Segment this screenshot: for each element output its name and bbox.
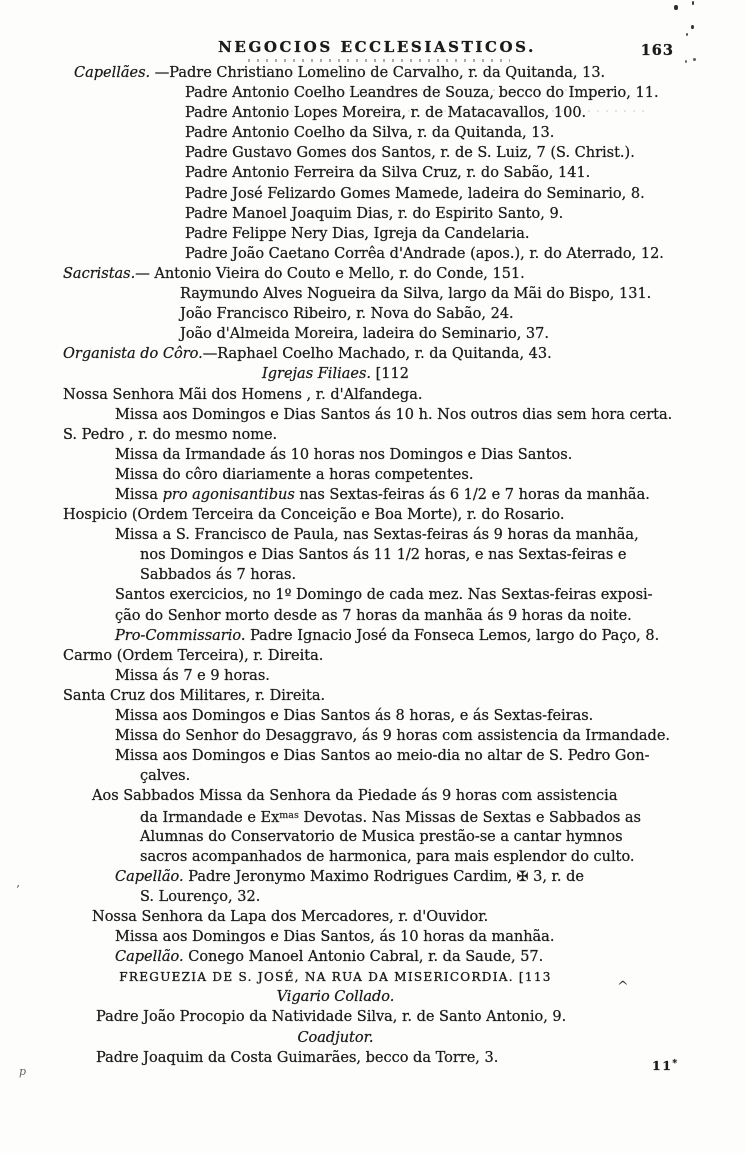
capellaes-entry (60, 103, 706, 123)
text-segment: Organista do Côro. (63, 346, 203, 363)
page-title: NEGOCIOS ECCLESIASTICOS. (218, 38, 536, 56)
service-note (60, 706, 706, 726)
church-entry (60, 907, 706, 927)
text-segment: Carmo (Ordem Terceira), r. Direita. (63, 647, 324, 664)
coadjutor-entry (60, 1048, 706, 1068)
running-header (60, 38, 706, 60)
capellaes-entry (60, 123, 706, 143)
text-segment: — Antonio Vieira do Couto e Mello, r. do Conde, 151. (135, 265, 525, 282)
text-segment: Padre Joaquim da Costa Guimarães, becco da Torre, 3. (96, 1049, 499, 1066)
text-segment: Capellão. (115, 868, 184, 885)
text-segment: Missa aos Domingos e Dias Santos, ás 10 horas da manhãa. (115, 929, 555, 946)
text-segment: Raymundo Alves Nogueira da Silva, largo da Mãi do Bispo, 131. (180, 286, 652, 303)
text-segment: Missa da Irmandade ás 10 horas nos Domingos e Dias Santos. (115, 446, 573, 463)
church-entry (60, 385, 706, 405)
text-segment: Padre Manoel Joaquim Dias, r. do Espirito Santo, 9. (185, 205, 564, 222)
text-segment: —Raphael Coelho Machado, r. da Quitanda, 43. (202, 346, 552, 363)
text-segment: Padre Antonio Coelho da Silva, r. da Quitanda, 13. (185, 125, 555, 142)
text-segment: Conego Manoel Antonio Cabral, r. da Saude, 57. (183, 949, 544, 966)
service-note (60, 445, 706, 465)
service-note (60, 806, 706, 826)
text-segment: Padre Antonio Coelho Leandres de Souza, becco do Imperio, 11. (185, 85, 659, 102)
text-segment: da Irmandade e Ex (140, 810, 280, 827)
text-segment: Padre Ignacio José da Fonseca Lemos, largo do Paço, 8. (245, 627, 660, 644)
text-segment: Missa ás 7 e 9 horas. (115, 667, 270, 684)
text-segment: Padre Jeronymo Maximo Rodrigues Cardim, (183, 868, 517, 885)
text-segment: Missa do Senhor do Desaggravo, ás 9 horas com assistencia da Irmandade. (115, 728, 671, 745)
service-note (60, 726, 706, 746)
text-segment: nas Sextas-feiras ás 6 1/2 e 7 horas da manhãa. (294, 486, 650, 503)
service-note (60, 766, 706, 786)
text-segment: sacros acompanhados de harmonica, para mais esplendor do culto. (140, 848, 635, 865)
capellaes-entry (60, 224, 706, 244)
scan-speck: p (19, 1065, 27, 1078)
text-segment: Nossa Senhora da Lapa dos Mercadores, r. d'Ouvidor. (92, 908, 489, 925)
role-heading-coadjutor (60, 1028, 706, 1048)
scan-speck: ^ (617, 979, 629, 995)
scan-speck (686, 33, 688, 36)
text-segment: Coadjutor. (297, 1029, 374, 1046)
church-entry (60, 646, 706, 666)
capellao-entry (60, 947, 706, 967)
vigario-entry (60, 1007, 706, 1027)
text-segment: pro agonisantibus (162, 486, 295, 503)
service-note (60, 847, 706, 867)
text-segment: Missa aos Domingos e Dias Santos ás 10 h. Nos outros dias sem hora certa. (115, 406, 673, 423)
service-note (60, 585, 706, 605)
service-note (60, 465, 706, 485)
section-heading-igrejas-filiaes (60, 364, 706, 384)
service-note (60, 666, 706, 686)
text-segment: Nossa Senhora Mãi dos Homens , r. d'Alfandega. (63, 386, 423, 403)
service-note (60, 485, 706, 505)
sacristas-entry (60, 264, 706, 284)
capellaes-entry (60, 83, 706, 103)
scan-speck: ’ (16, 883, 20, 897)
signature-star: * (672, 1059, 679, 1069)
sacristas-entry (60, 304, 706, 324)
text-segment: S. Pedro , r. do mesmo nome. (63, 426, 278, 443)
church-entry (60, 505, 706, 525)
signature-mark (652, 1058, 679, 1073)
service-note (60, 525, 706, 545)
text-segment: Padre Antonio Ferreira da Silva Cruz, r. do Sabão, 141. (185, 165, 591, 182)
service-note (60, 606, 706, 626)
text-segment: Sabbados ás 7 horas. (140, 567, 297, 584)
text-segment: Missa do côro diariamente a horas competentes. (115, 466, 474, 483)
capellaes-entry (60, 163, 706, 183)
capellaes-entry (60, 143, 706, 163)
text-segment: çalves. (140, 768, 191, 785)
text-segment: Missa a S. Francisco de Paula, nas Sextas-feiras ás 9 horas da manhãa, (115, 527, 639, 544)
service-note (60, 827, 706, 847)
service-note (60, 786, 706, 806)
text-segment: Missa aos Domingos e Dias Santos ao meio-dia no altar de S. Pedro Gon- (115, 748, 650, 765)
text-segment: Padre João Caetano Corrêa d'Andrade (apos.), r. do Aterrado, 12. (185, 245, 664, 262)
service-note (60, 565, 706, 585)
text-segment: Padre Felippe Nery Dias, Igreja da Candelaria. (185, 225, 530, 242)
service-note (60, 927, 706, 947)
text-segment: Padre João Procopio da Natividade Silva, r. de Santo Antonio, 9. (96, 1009, 567, 1026)
text-segment: 3, r. de (528, 868, 584, 885)
scan-speck (692, 1, 694, 5)
sacristas-entry (60, 284, 706, 304)
text-segment: João d'Almeida Moreira, ladeira do Seminario, 37. (180, 326, 549, 343)
text-segment: Pro-Commissario. (115, 627, 246, 644)
capellaes-entry (60, 244, 706, 264)
church-entry (60, 425, 706, 445)
text-segment: ✠ (516, 868, 529, 885)
capellao-entry (60, 867, 706, 887)
capellaes-entry (60, 63, 706, 83)
sacristas-entry (60, 324, 706, 344)
text-segment: Santa Cruz dos Militares, r. Direita. (63, 687, 326, 704)
text-segment: Capellão. (115, 949, 184, 966)
signature-number: 11 (652, 1058, 673, 1073)
text-segment: Missa (115, 486, 163, 503)
text-segment: mas (279, 810, 299, 822)
role-heading-vigario-collado (60, 987, 706, 1007)
text-segment: ção do Senhor morto desde as 7 horas da manhãa ás 9 horas da noite. (115, 607, 632, 624)
text-segment: [112 (371, 366, 409, 383)
service-note (60, 405, 706, 425)
text-segment: S. Lourenço, 32. (140, 888, 261, 905)
text-segment: Aos Sabbados Missa da Senhora da Piedade ás 9 horas com assistencia (92, 788, 618, 805)
text-segment: —Padre Christiano Lomelino de Carvalho, r. da Quitanda, 13. (150, 65, 606, 81)
service-note (60, 545, 706, 565)
text-segment: Alumnas do Conservatorio de Musica prestão-se a cantar hymnos (140, 828, 623, 845)
text-segment: João Francisco Ribeiro, r. Nova do Sabão, 24. (180, 306, 514, 323)
text-segment: Hospicio (Ordem Terceira da Conceição e Boa Morte), r. do Rosario. (63, 507, 565, 524)
page-number: 163 (640, 42, 674, 59)
text-segment: nos Domingos e Dias Santos ás 11 1/2 horas, e nas Sextas-feiras e (140, 547, 627, 564)
text-segment: Vigario Collado. (276, 989, 395, 1006)
service-note (60, 746, 706, 766)
section-heading-freguezia-s-jose (60, 967, 706, 987)
capellao-entry (60, 887, 706, 907)
text-segment: Santos exercicios, no 1º Domingo de cada mez. Nas Sextas-feiras exposi- (115, 587, 653, 604)
text-segment: Padre José Felizardo Gomes Mamede, ladeira do Seminario, 8. (185, 185, 645, 202)
capellaes-entry (60, 184, 706, 204)
page-body (60, 63, 706, 1068)
organista-entry (60, 344, 706, 364)
text-segment: Padre Antonio Lopes Moreira, r. de Matacavallos, 100. (185, 105, 587, 122)
text-segment: Devotas. Nas Missas de Sextas e Sabbados as (298, 810, 641, 827)
text-segment: FREGUEZIA DE S. JOSÉ, NA RUA DA MISERICORDIA. [113 (119, 970, 552, 985)
text-segment: Igrejas Filiaes. (262, 366, 371, 383)
text-segment: Sacristas. (63, 265, 136, 282)
capellaes-entry (60, 204, 706, 224)
pro-commissario-entry (60, 626, 706, 646)
text-segment: Missa aos Domingos e Dias Santos ás 8 horas, e ás Sextas-feiras. (115, 708, 594, 724)
scan-speck (691, 25, 694, 29)
text-segment: Padre Gustavo Gomes dos Santos, r. de S. Luiz, 7 (S. Christ.). (185, 145, 635, 162)
church-entry (60, 686, 706, 706)
text-segment: Capellães. (74, 65, 151, 81)
scan-speck (674, 5, 678, 10)
